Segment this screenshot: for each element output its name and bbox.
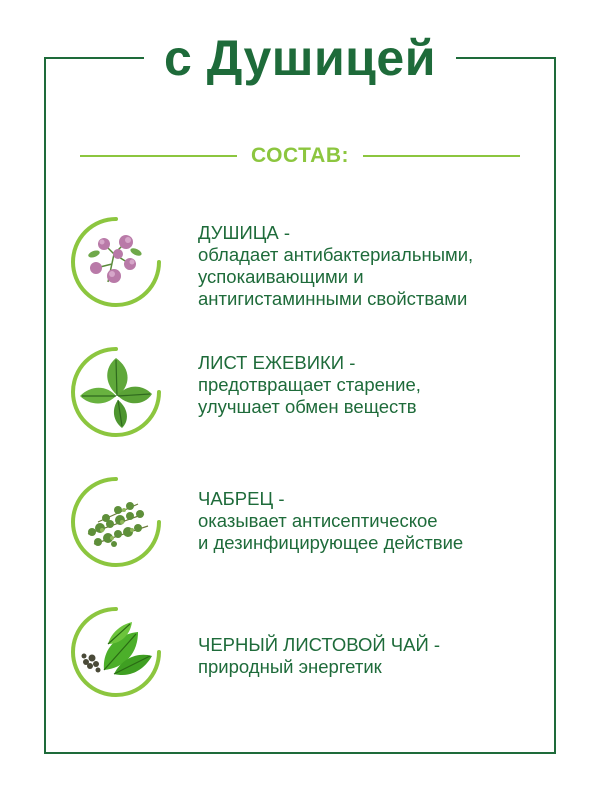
ingredient-text bbox=[198, 488, 548, 554]
page-title bbox=[0, 25, 600, 91]
ingredient-description: обладает антибактериальными, успокаивающими и антигистаминными свойствами bbox=[198, 244, 474, 309]
ingredient-text bbox=[198, 222, 548, 310]
ingredient-name: ЛИСТ ЕЖЕВИКИ - bbox=[198, 352, 356, 373]
ingredient-item bbox=[68, 474, 548, 570]
oregano-flower-icon bbox=[68, 214, 164, 310]
ingredient-name: ДУШИЦА - bbox=[198, 222, 291, 243]
section-heading bbox=[80, 141, 520, 171]
title-text: с Душицей bbox=[144, 25, 456, 91]
ingredient-item bbox=[68, 344, 548, 440]
ingredient-item bbox=[68, 214, 548, 310]
ingredient-name: ЧЕРНЫЙ ЛИСТОВОЙ ЧАЙ - bbox=[198, 634, 441, 655]
ingredient-description: природный энергетик bbox=[198, 656, 382, 677]
ingredient-description: оказывает антисептическое и дезинфицирующее действие bbox=[198, 510, 464, 553]
ingredient-name: ЧАБРЕЦ - bbox=[198, 488, 285, 509]
ingredient-text bbox=[198, 634, 548, 678]
blackberry-leaf-icon bbox=[68, 344, 164, 440]
divider-right bbox=[363, 155, 520, 157]
section-label: СОСТАВ: bbox=[251, 144, 349, 167]
ingredient-description: предотвращает старение, улучшает обмен веществ bbox=[198, 374, 421, 417]
ingredient-text bbox=[198, 352, 548, 418]
thyme-herb-icon bbox=[68, 474, 164, 570]
divider-left bbox=[80, 155, 237, 157]
tea-leaves-icon bbox=[68, 604, 164, 700]
ingredient-item bbox=[68, 604, 548, 700]
